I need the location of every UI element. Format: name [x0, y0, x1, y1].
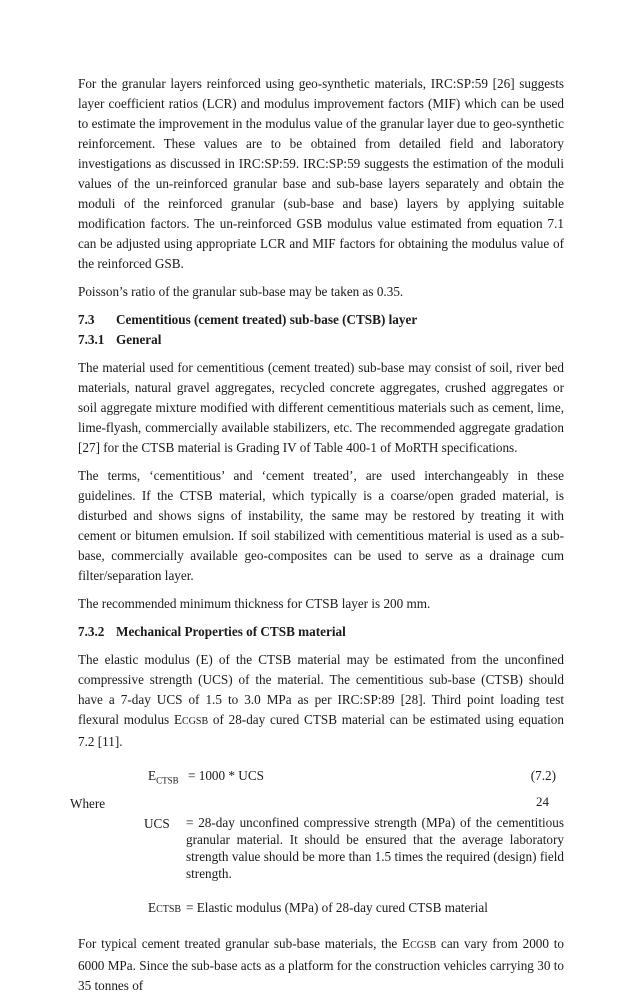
where-label: Where — [70, 796, 106, 811]
heading-7-3-2 — [78, 622, 564, 642]
heading-7-3-2-number: 7.3.2 — [78, 624, 105, 639]
equation-number: (7.2) — [530, 768, 556, 783]
paragraph-ctsb-material: The material used for cementitious (cement treated) sub-base may consist of soil, river bed materials, natural gravel aggregates, recycled concrete aggregates, crushed aggregates or soil aggregate mixture modified with different cementitious materials such as cement, lime, lime-flyash, commercially available stabilizers, etc. The recommended aggregate gradation [27] for the CTSB material is Grading IV of Table 400-1 of MoRTH specifications. — [78, 360, 564, 455]
paragraph-min-thickness: The recommended minimum thickness for CTSB layer is 200 mm. — [78, 596, 431, 611]
definition-ucs-text: = 28-day unconfined compressive strength (MPa) of the cementitious granular material. It should be ensured that the average laboratory strength value should be more than 1.5 times the required (design) field strength. — [186, 815, 564, 881]
heading-7-3-1-title: General — [116, 332, 162, 347]
definition-ucs-symbol: UCS — [144, 816, 170, 831]
heading-7-3-title: Cementitious (cement treated) sub-base (CTSB) layer — [116, 312, 418, 327]
definition-ucs — [78, 814, 564, 882]
paragraph-geosynthetic: For the granular layers reinforced using geo-synthetic materials, IRC:SP:59 [26] suggests layer coefficient ratios (LCR) and modulus improvement factors (MIF) which can be used to estimate the improvement in the modulus value of the granular layer due to geo-synthetic reinforcement. These values are to be obtained from detailed field and laboratory investigations as discussed in IRC:SP:59. IRC:SP:59 suggests the estimation of the moduli values of the un-reinforced granular base and sub-base layers separately and obtain the moduli of the reinforced granular (sub-base and base) layers by applying suitable modification factors. The un-reinforced GSB modulus value estimated from equation 7.1 can be adjusted using appropriate LCR and MIF factors for obtaining the modulus value of the reinforced GSB. — [78, 76, 564, 271]
page-number: 24 — [536, 794, 549, 809]
heading-7-3-1 — [78, 330, 564, 350]
heading-7-3-2-title: Mechanical Properties of CTSB material — [116, 624, 346, 639]
heading-7-3-1-number: 7.3.1 — [78, 332, 105, 347]
definition-ectsb-text: = Elastic modulus (MPa) of 28-day cured CTSB material — [186, 900, 488, 915]
heading-7-3 — [78, 310, 564, 330]
definition-ectsb — [78, 898, 564, 920]
document-page — [70, 74, 565, 1004]
definition-ectsb-symbol: ECTSB — [148, 900, 182, 915]
equation-lhs: $E_{CTSB}$ — [148, 768, 179, 786]
paragraph-typical-values: For typical cement treated granular sub-base materials, the ECGSB can vary from 2000 to 6000 MPa. Since the sub-base acts as a platform for the construction vehicles carrying 30 to 35 tonnes of — [78, 936, 565, 993]
heading-7-3-number: 7.3 — [78, 312, 95, 327]
paragraph-elastic-modulus: The elastic modulus (E) of the CTSB material may be estimated from the unconfined compressive strength (UCS) of the material. The cementitious sub-base (CTSB) should have a 7-day UCS of 1.5 to 3.0 MPa as per IRC:SP:89 [28]. Third point loading test flexural modulus ECGSB of 28-day cured CTSB material can be estimated using equation 7.2 [11]. — [78, 652, 564, 749]
paragraph-poisson: Poisson’s ratio of the granular sub-base may be taken as 0.35. — [78, 284, 404, 299]
paragraph-cementitious-terms: The terms, ‘cementitious’ and ‘cement treated’, are used interchangeably in these guidelines. If the CTSB material, which typically is a coarse/open graded material, is disturbed and shows signs of instability, the same may be restored by treating it with cement or bitumen emulsion. If soil stabilized with cementitious material is used as a sub-base, commercially available geo-composites can be used to serve as a drainage cum filter/separation layer. — [78, 468, 564, 583]
equation-rhs: = 1000 * UCS — [188, 768, 264, 783]
equation-7-2 — [78, 766, 564, 790]
